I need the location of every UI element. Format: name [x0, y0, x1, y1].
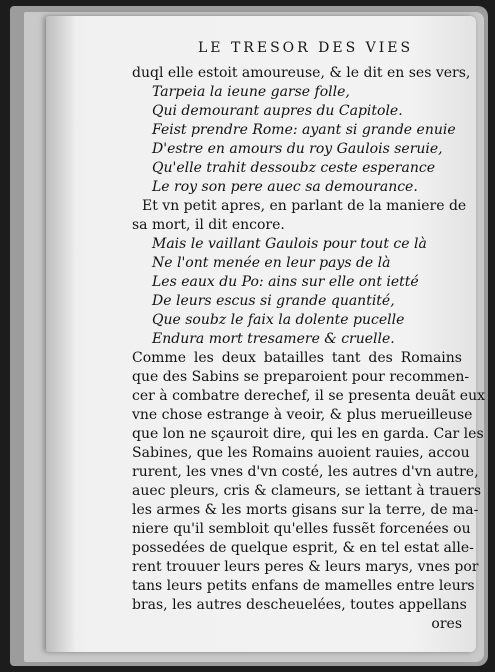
- verse-line: D'estre en amours du roy Gaulois seruie,: [152, 141, 443, 157]
- text-line: duql elle estoit amoureuse, & le dit en ses vers,: [132, 65, 471, 81]
- spine-shadow: [46, 16, 76, 652]
- verse-line: Ne l'ont menée en leur pays de là: [152, 255, 391, 271]
- text-line: que des Sabins se preparoient pour recommen-: [132, 369, 470, 385]
- text-line: rurent, les vnes d'vn costé, les autres d'vn autre,: [132, 464, 479, 480]
- verse-line: Qui demourant aupres du Capitole.: [152, 103, 403, 119]
- verse-line: De leurs escus si grande quantité,: [152, 293, 395, 309]
- text-line: niere qu'il sembloit qu'elles fussẽt forcenées ou: [132, 521, 471, 537]
- text-line: les armes & les morts gisans sur la terre, de ma-: [132, 502, 479, 518]
- verse-line: Mais le vaillant Gaulois pour tout ce là: [152, 236, 427, 252]
- verse-line: Les eaux du Po: ains sur elle ont ietté: [152, 274, 419, 290]
- text-line: possedées de quelque esprit, & en tel estat alle-: [132, 540, 474, 556]
- text-line: cer à combatre derechef, il se presenta deuãt eux: [132, 388, 485, 404]
- text-line: auec pleurs, cris & clameurs, se iettant à trauers: [132, 483, 482, 499]
- text-line: sa mort, il dit encore.: [132, 217, 285, 233]
- text-line: Sabines, que les Romains auoient rauies, accou: [132, 445, 470, 461]
- verse-line: Le roy son pere auec sa demourance.: [152, 179, 418, 195]
- verse-line: Tarpeia la ieune garse folle,: [152, 84, 350, 100]
- text-line: Comme les deux batailles tant des Romains: [132, 350, 462, 366]
- text-line: tans leurs petits enfans de mamelles entre leurs: [132, 578, 475, 594]
- text-line: que lon ne sçauroit dire, qui les en garda. Car les: [132, 426, 484, 442]
- verse-line: Endura mort tresamere & cruelle.: [152, 331, 395, 347]
- body-text: [132, 64, 485, 634]
- text-line: Et vn petit apres, en parlant de la maniere de: [142, 198, 467, 214]
- running-head: LE TRESOR DES VIES: [198, 40, 414, 56]
- text-line: bras, les autres descheuelées, toutes appellans: [132, 597, 467, 613]
- verse-line: Qu'elle trahit dessoubz ceste esperance: [152, 160, 435, 176]
- verse-line: Feist prendre Rome: ayant si grande enuie: [152, 122, 456, 138]
- text-line: rent trouuer leurs peres & leurs marys, vnes por: [132, 559, 479, 575]
- text-line: vne chose estrange à veoir, & plus merueilleuse: [132, 407, 473, 423]
- text-line: ores: [431, 616, 462, 632]
- verse-line: Que soubz le faix la dolente pucelle: [152, 312, 405, 328]
